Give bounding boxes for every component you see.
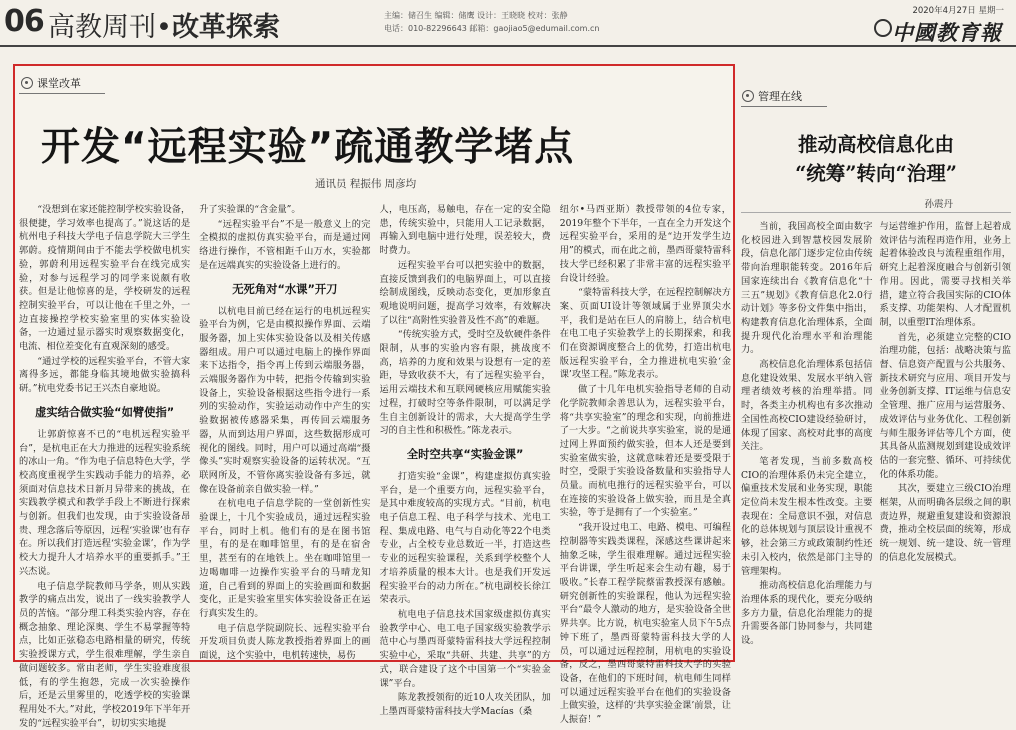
masthead-rule — [0, 45, 1016, 47]
main-headline: 开发“远程实验”疏通教学堵点 — [41, 125, 575, 170]
paragraph: 首先，必须建立完整的CIO治理功能，包括：战略决策与监督、信息资产配置与公共服务、新技术研究与应用、项目开发与业务创新支撑、IT运维与信息安全管理、推广应用与运营服务、成效评估与业务优化、工程创新与师生服务评估等几个方面，使其具备从监测规划到建设成效评估的一套完整、循环、可持续优化的体系功能。 — [879, 331, 1011, 480]
section-tag-rule — [19, 93, 105, 94]
main-byline: 通讯员 程振伟 周彦均 — [315, 178, 417, 190]
paragraph: 高校信息化治理体系包括信息化建设效果、发展水平纳入管理者绩效考核的治理举措。同时，各类主办机构也有多次推动全国性高校CIO建设经验研讨，体现了国家、高校对此事的高度关注。 — [741, 359, 873, 453]
paragraph: 杭电电子信息技术国家级虚拟仿真实验教学中心、电工电子国家级实验教学示范中心与墨西哥蒙特雷科技大学远程控制实验中心，采取“共研、共建、共享”的方式，联合建设了这个中国第一个“实验金课”平台。 — [379, 608, 551, 689]
article-column-4 — [559, 203, 731, 726]
section-title-primary: 高教周刊 — [48, 12, 156, 43]
side-headline — [741, 130, 1011, 188]
section-marker-icon — [21, 77, 33, 89]
side-author: 孙震丹 — [924, 199, 953, 210]
article-column-3 — [379, 203, 551, 717]
subheading: 虚实结合做实验“如臂使指” — [35, 405, 175, 419]
paragraph: 笔者发现，当前多数高校CIO的治理体系仍未完全建立，偏重技术发展和业务实现，职能定位尚未发生根本性改变。主要表现在：全局意识不强，对信息化的总体规划与顶层设计重视不够，社会第三方或政策制约性还未引入校内，依然是部门主导的管理架构。 — [741, 455, 873, 577]
paragraph: 电子信息学院教师马学条，则从实践教学的痛点出发，说出了一线实验教学人员的苦恼。“部分理工科类实验内容，存在概念抽象、理论深奥、学生不易掌握等特点，比如正弦稳态电路相量的研究，传统实验授课方式，学生很难理解，学生亲自做问题较多。常由老师，学生实验难度很低，有的学生抱怨，完成一次实验操作后，还是云里雾里的，吃透学校的实验课程用处不大。”对此，学校2019年下半年开发的“远程实验平台”，切切实实地提 — [19, 580, 191, 729]
side-column-2 — [880, 220, 1012, 662]
section-marker-icon — [742, 90, 754, 102]
paragraph: 升了实验课的“含金量”。 — [199, 204, 301, 215]
side-section-label: 管理在线 — [758, 90, 802, 103]
paragraph: “传统实验方式，受时空及软硬件条件限制，从事的实验内容有限，挑战度不高，培养的力度和效果与设想有一定的差距，导致收获不大，有了远程实验平台，运用云端技术和互联网硬核应用赋能实验过程，打破时空等条件限制，可以满足学生自主创新设计的需求，大大提高学生学习的自主性和积极性。”陈龙表示。 — [379, 329, 551, 437]
newspaper-emblem-icon — [874, 19, 892, 37]
newspaper-logo: 中國教育報 — [892, 20, 1002, 45]
paragraph: 让郭蔚惊喜不已的“电机远程实验平台”，是杭电正在大力推进的远程实验系统的冰山一角。“作为电子信息特色大学，学校高度重视学生实践动手能力的培养，必须面对信息技术日新月异带来的挑战，在实践教学模式和教学手段上不断进行探索与创新。但我们也发现，由于实验设备昂贵、理念落后等原因，远程‘实验课’也有存在。所以我们打造远程‘实验金课’，作为学校大力提升人才培养水平的重要抓手。”王兴杰说。 — [19, 428, 191, 577]
paragraph: 当前，我国高校全面由数字化校园进入到智慧校园发展阶段，信息化部门逐步定位由传统带向治理职能转变。2016年后国家连续出台《教育信息化“十三五”规划》《教育信息化2.0行动计划》等多份文件集中指出，构建教育信息化治理体系，全面提升现代化治理水平和治理能力。 — [741, 221, 873, 356]
credits-line-2: 电话：010-82296643 邮箱：gaojiao5@edumail.com.cn — [384, 24, 600, 33]
paragraph: “远程实验平台”不是一般意义上的完全模拟的虚拟仿真实验平台，而是通过网络进行操作，不管相距千山万水，实验都是在远端真实的实验设备上进行的。 — [199, 218, 371, 271]
page-number: 06 — [4, 4, 44, 39]
section-title — [48, 5, 280, 44]
paragraph: 远程实验平台可以把实验中的数据，直接反馈到我们的电脑界面上，可以直接绘制成图线，反映动态变化，更加形象直观地说明问题，提高学习效率，有效解决了以往“高附性实验普及性不高”的难题。 — [379, 259, 551, 326]
side-section-tag — [742, 88, 802, 104]
side-headline-line-2: “统筹”转向“治理” — [795, 162, 957, 185]
main-section-label: 课堂改革 — [37, 77, 81, 90]
paragraph: “蒙特雷科技大学，在远程控制解决方案、页面UI设计等领域属于业界顶尖水平，我们是站在巨人的肩膀上，结合杭电在电工电子实验教学上的长期探索，和我们在资源调度整合上的优势，打造出杭电版远程实验平台，全力推进杭电实验‘金课’攻坚工程。”陈龙表示。 — [559, 287, 731, 381]
subheading: 无死角对“水课”开刀 — [232, 282, 338, 296]
paragraph: 在杭电电子信息学院的一堂创新性实验课上，十几个实验成员，通过远程实验平台，同时上机。他们有的是在图书馆里，有的是在咖啡馆里，有的是在宿舍里，甚至有的在地铁上。坐在咖啡馆里一边喝咖啡一边操作实验平台的马晴龙知道，自己看到的界面上的实验画面和数据变化，正是实验室里实体实验设备正在运行真实发生的。 — [199, 498, 371, 619]
issue-date: 2020年4月27日 星期一 — [912, 6, 1004, 16]
paragraph: 纽尔•马西亚斯）教授带领的4位专家，2019年整个下半年，一直在全力开发这个远程实验平台，采用的是“边开发学生边用”的模式，而在此之前，墨西哥蒙特雷科技大学已经积累了非常丰富的远程实验平台设计经验。 — [559, 204, 731, 284]
section-title-separator: • — [156, 12, 172, 43]
page-masthead — [0, 0, 1016, 50]
article-column-2 — [199, 203, 371, 662]
paragraph: 电子信息学院副院长、远程实验平台开发项目负责人陈龙教授指着界面上的画面说，这个实验中，电机转速快，易伤 — [199, 622, 371, 662]
paragraph: 做了十几年电机实验指导老师的自动化学院教师余善思认为，远程实验平台，将“共享实验室”的理念和实现，向前推进了一大步。“之前说共享实验室，说的是通过网上界面预约做实验，但本人还是要到实验室做实验，这就意味着还是要受限于时空，受限于实验设备数量和实验指导人员量。而杭电推行的远程实验平台，可以在连接的实验设备上做实验，而且是全真实验，等于是拥有了一个实验室。” — [559, 384, 731, 519]
paragraph: 人，电压高，易触电，存在一定的安全隐患，传统实验中，只能用人工记录数据，再输入到电脑中进行处理，误差较大，费时费力。 — [379, 204, 551, 257]
editorial-credits — [384, 9, 599, 35]
article-column-1 — [19, 203, 191, 729]
subheading: 全时空共享“实验金课” — [406, 447, 524, 461]
side-headline-line-1: 推动高校信息化由 — [797, 133, 954, 156]
section-tag-rule — [741, 106, 827, 107]
paragraph: “我开设过电工、电路、模电、可编程控制器等实践类课程，深感这些课讲起来抽象乏味，学生很难理解。通过远程实验平台讲课，学生听起来会生动有趣，易于吸收。”长春工程学院蔡雷教授深有感触。研究创新性的实验课程，他认为远程实验平台“最令人激动的地方，是实验设备全世界共享。比方说，杭电实验室人员下午5点钟下班了，墨西哥蒙特雷科技大学的人员，可以通过远程控制，用杭电的实验设备，反之，墨西哥蒙特雷科技大学的实验设备，在他们的下班时间，杭电师生同样可以通过远程实验平台在他们的实验设备上做实验，这样的‘共享实验金课’前景，让人振奋！” — [559, 522, 731, 726]
side-rule — [741, 212, 1011, 213]
credits-line-1: 主编：储召生 编辑：储鹰 设计：王晓晓 校对：张静 — [384, 11, 568, 20]
paragraph: 推动高校信息化治理能力与治理体系的现代化，要充分吸纳多方力量，信息化治理能力的提升需要各部门协同参与，共同建设。 — [741, 580, 873, 647]
paragraph: 陈龙教授领衔的近10人攻关团队，加上墨西哥蒙特雷科技大学Macías（桑 — [379, 692, 551, 717]
paragraph: 其次，要建立三级CIO治理框架，从而明确各层级之间的职责边界，规避重复建设和资源浪费，推动全校层面的统筹，形成统一规划、统一建设、统一管理的信息化发展模式。 — [879, 483, 1011, 563]
section-title-secondary: 改革探索 — [171, 12, 280, 43]
paragraph: 与运营维护作用，监督上起着成效评估与流程再造作用，业务上起着体验改良与流程重组作用，研究上起着深度融合与创新引领作用。因此，需要寻找相关举措，建立符合我国实际的CIO体系支撑、功能架构、人才配置机制，以重塑IT治理体系。 — [879, 221, 1011, 328]
paragraph: “通过学校的远程实验平台，不管大家离得多远，都能身临其境地做实验搞科研。”杭电党委书记王兴杰自豪地说。 — [19, 355, 191, 395]
paragraph: 以杭电目前已经在运行的电机远程实验平台为例，它是由模拟操作界面、云端服务器，加上实体实验设备以及相关传感器组成。用户可以通过电脑上的操作界面来下达指令，指令再上传到云端服务器，云端服务器作为中转，把指令传输到实验设备上，实验设备根据这些指令进行一系列的实验动作，实验运动动作中产生的实验数据被传感器采集，再传回云端服务器，从而到达用户界面，这些数据形成可视化的图线。同时，用户可以通过高端“摄像头”实时观察实验设备的运转状况。“互联网所及，不管你离实验设备有多远，就像在设备前亲自做实验一样。” — [199, 305, 371, 495]
paragraph: 打造实验“金课”，构建虚拟仿真实验平台，是一个重要方向，远程实验平台，是其中难度较高的实现方式。“目前，杭电电子信息工程、电子科学与技术、光电工程、集成电路、电气与自动化等22个电类专业，占全校专业总数近一半，打造这些专业的远程实验课程，关系到学校整个人才培养质量的根本大计。也是我们开发远程实验平台的动力所在。”杭电副校长徐江荣表示。 — [379, 470, 551, 606]
side-article-body — [741, 220, 1011, 662]
side-column-1 — [741, 220, 873, 662]
main-article-body — [19, 203, 731, 729]
sidebar-article[interactable] — [741, 66, 1011, 662]
main-section-tag — [21, 75, 81, 91]
paragraph: “没想到在家还能控制学校实验设备，很便捷，学习效率也提高了。”说这话的是杭州电子科技大学电子信息学院大三学生郭蔚。疫情期间由于不能去学校做电机实验，郭蔚利用远程实验平台在线完成实验，对参与远程学习的同学来说颇有收获。但是让他惊喜的是，学校研发的远程控制实验平台，可以让他在千里之外，一边直接操控学校实验室里的实体实验设备，一边通过显示器实时观察数据变化，电流、相位差变化有直观深刻的感受。 — [19, 204, 191, 353]
main-article[interactable] — [13, 64, 735, 729]
